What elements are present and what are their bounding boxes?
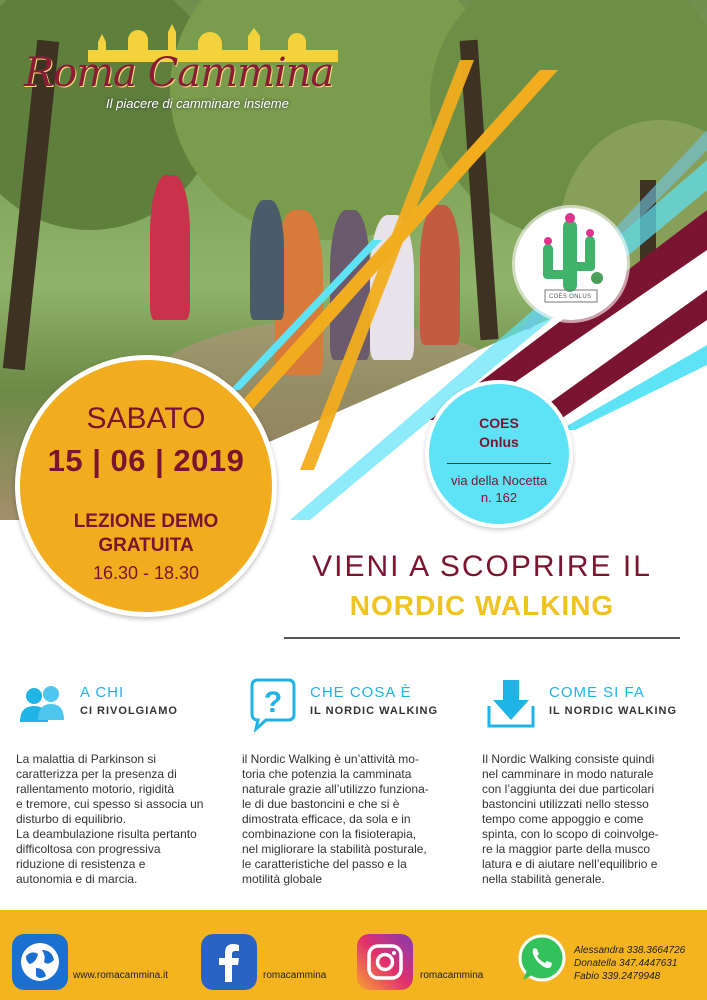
instagram-icon[interactable] <box>357 934 413 990</box>
text-line: toria che potenzia la camminata <box>242 767 412 781</box>
globe-icon[interactable] <box>12 934 68 990</box>
text-line: nel migliorare la stabilità posturale, <box>242 842 427 856</box>
venue-address-line2: n. 162 <box>480 490 518 505</box>
column-how-title: COME SI FA <box>549 684 645 701</box>
venue-name <box>429 414 569 452</box>
headline-line2: NORDIC WALKING <box>349 590 615 621</box>
text-line: spinta, con lo scopo di coinvolge- <box>482 827 659 841</box>
text-line: difficoltosa con progressiva <box>16 842 161 856</box>
event-day: SABATO <box>86 402 206 435</box>
column-how-header <box>483 676 703 736</box>
contact-line: Alessandra 338.3664726 <box>574 945 686 956</box>
brand-tagline: Il piacere di camminare insieme <box>106 96 289 111</box>
column-how-text <box>482 752 700 887</box>
text-line: e tremore, cui spesso si associa un <box>16 797 204 811</box>
brand-name: Roma Cammina <box>24 50 334 96</box>
text-line: bastoncini utilizzati nello stesso <box>482 797 649 811</box>
venue-name-line2: Onlus <box>479 434 519 450</box>
text-line: motilità globale <box>242 872 323 886</box>
question-icon <box>244 676 300 732</box>
event-date-circle <box>15 355 277 617</box>
headline-line1: VIENI A SCOPRIRE IL <box>312 550 652 583</box>
lesson-type-line2: GRATUITA <box>98 535 194 556</box>
text-line: riduzione di resistenza e <box>16 857 146 871</box>
headline-divider <box>284 637 680 639</box>
column-who-header <box>14 676 234 736</box>
text-line: tempo come appoggio e come <box>482 812 644 826</box>
instagram-handle[interactable]: romacammina <box>420 970 484 981</box>
facebook-icon[interactable] <box>201 934 257 990</box>
text-line: La malattia di Parkinson si <box>16 752 157 766</box>
column-who-title: A CHI <box>80 684 125 701</box>
column-who-text <box>16 752 234 887</box>
text-line: re la maggior parte della musco <box>482 842 651 856</box>
text-line: nel camminare in modo naturale <box>482 767 654 781</box>
column-what-subtitle: IL NORDIC WALKING <box>310 705 439 717</box>
cactus-icon <box>515 208 627 320</box>
column-who-subtitle: CI RIVOLGIAMO <box>80 705 178 717</box>
text-line: combinazione con la fisioterapia, <box>242 827 417 841</box>
venue-address <box>429 472 569 506</box>
event-date: 15 | 06 | 2019 <box>47 443 245 478</box>
text-line: disturbo di equilibrio. <box>16 812 127 826</box>
text-line: il Nordic Walking è un’attività mo- <box>242 752 419 766</box>
column-what-title: CHE COSA È <box>310 684 412 701</box>
text-line: le caratteristiche del passo e la <box>242 857 407 871</box>
lesson-type <box>20 510 272 558</box>
phone-contacts <box>574 944 685 983</box>
lesson-type-line1: LEZIONE DEMO <box>73 511 219 532</box>
text-line: naturale grazie all’utilizzo funziona- <box>242 782 429 796</box>
headline <box>282 550 682 622</box>
text-line: con l’aggiunta dei due particolari <box>482 782 655 796</box>
download-arrow-icon <box>483 676 539 732</box>
coes-onlus-logo <box>515 208 627 320</box>
text-line: rallentamento motorio, rigidità <box>16 782 175 796</box>
website-link[interactable]: www.romacammina.it <box>73 970 169 981</box>
footer <box>0 910 707 1000</box>
people-icon <box>14 676 70 732</box>
venue-circle <box>425 380 573 528</box>
text-line: dimostrata efficace, da sola e in <box>242 812 411 826</box>
column-what-text <box>242 752 460 887</box>
facebook-handle[interactable]: romacammina <box>263 970 327 981</box>
text-line: le di due bastoncini e che si è <box>242 797 400 811</box>
text-line: autonomia e di marcia. <box>16 872 138 886</box>
text-line: La deambulazione risulta pertanto <box>16 827 197 841</box>
text-line: latura e di aiutare nell’equilibrio e <box>482 857 658 871</box>
svg-text:?: ? <box>263 686 283 719</box>
text-line: Il Nordic Walking consiste quindi <box>482 752 655 766</box>
venue-address-line1: via della Nocetta <box>450 473 548 488</box>
venue-divider <box>447 463 551 464</box>
text-line: nella stabilità generale. <box>482 872 605 886</box>
event-time: 16.30 - 18.30 <box>92 563 200 583</box>
roma-cammina-logo <box>18 22 338 122</box>
text-line: caratterizza per la presenza di <box>16 767 177 781</box>
whatsapp-icon[interactable] <box>514 930 570 986</box>
contact-line: Fabio 339.2479948 <box>574 971 661 982</box>
coes-logo-caption: COES ONLUS <box>549 294 592 300</box>
column-how-subtitle: IL NORDIC WALKING <box>549 705 678 717</box>
column-what-header <box>244 676 464 736</box>
contact-line: Donatella 347.4447631 <box>574 958 678 969</box>
venue-name-line1: COES <box>479 415 519 431</box>
